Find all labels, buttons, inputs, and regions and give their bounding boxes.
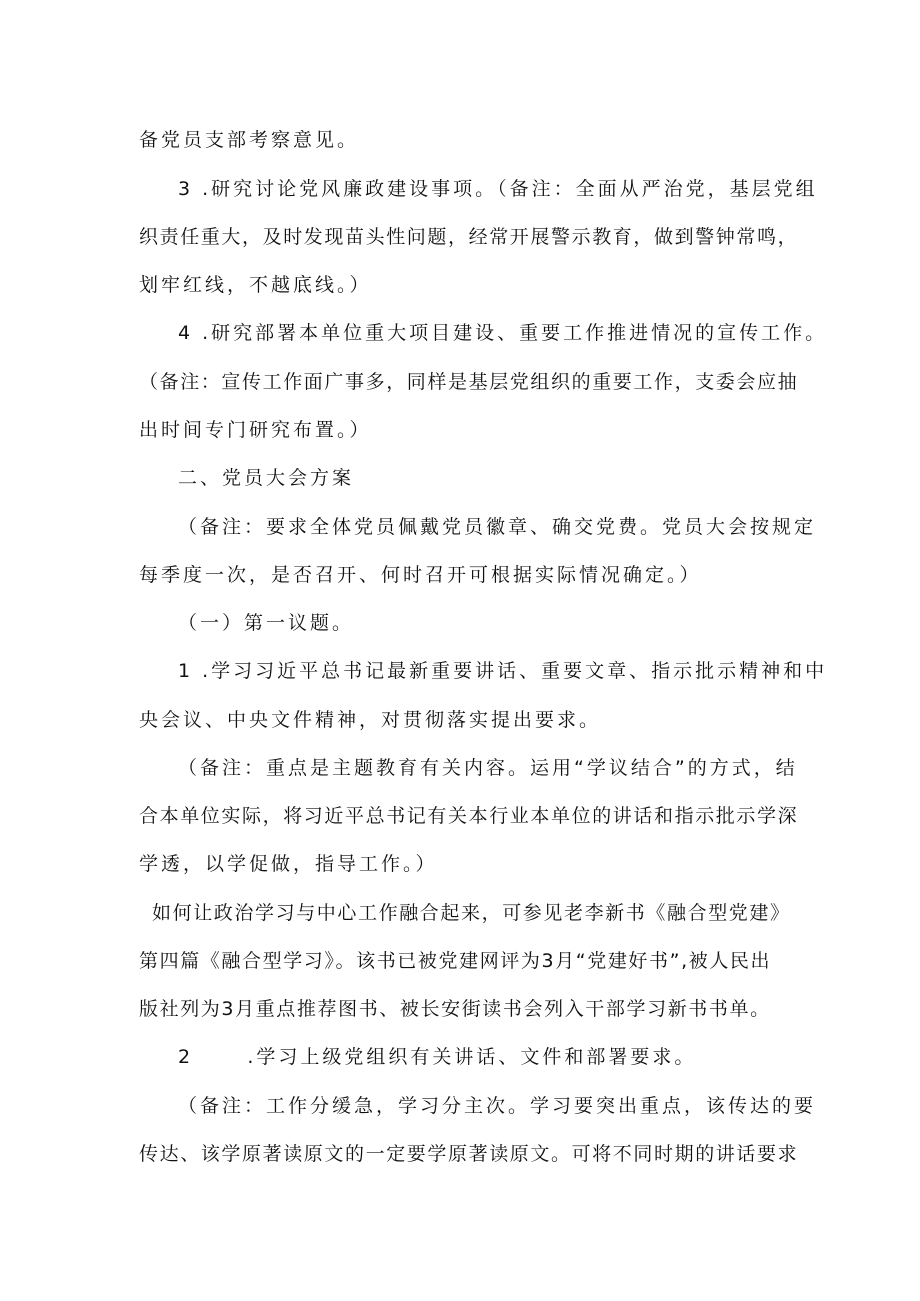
text-line: 合本单位实际，将习近平总书记有关本行业本单位的讲话和指示批示学深 (139, 805, 799, 827)
text-line: 传达、该学原著读原文的一定要学原著读原文。可将不同时期的讲话要求 (139, 1143, 799, 1165)
text-line: （备注：要求全体党员佩戴党员徽章、确交党费。党员大会按规定 (178, 516, 817, 538)
text-line: 如何让政治学习与中心工作融合起来，可参见老李新书《融合型党建》 (152, 902, 791, 924)
text-line: 1 .学习习近平总书记最新重要讲话、重要文章、指示批示精神和中 (178, 660, 828, 682)
text-line: （备注：重点是主题教育有关内容。运用“学议结合”的方式，结 (178, 757, 798, 779)
text-line: 第四篇《融合型学习》。该书已被党建网评为3月“党建好书”,被人民出 (139, 950, 772, 972)
text-line: 织责任重大，及时发现苗头性问题，经常开展警示教育，做到警钟常鸣， (139, 226, 799, 248)
text-line: 每季度一次，是否召开、何时召开可根据实际情况确定。） (139, 564, 702, 586)
text-line: 备党员支部考察意见。 (139, 129, 360, 151)
text-line: （备注：宣传工作面广事多，同样是基层党组织的重要工作，支委会应抽 (139, 371, 799, 393)
text-line: 版社列为3月重点推荐图书、被长安街读书会列入干部学习新书书单。 (139, 998, 771, 1020)
text-line: 央会议、中央文件精神，对贯彻落实提出要求。 (139, 709, 602, 731)
text-line: 2 .学习上级党组织有关讲话、文件和部署要求。 (178, 1046, 697, 1068)
text-line: 划牢红线，不越底线。） (139, 274, 372, 296)
section-heading: 二、党员大会方案 (178, 467, 355, 489)
text-line: 学透，以学促做，指导工作。） (139, 853, 438, 875)
text-line: 3 .研究讨论党风廉政建设事项。（备注：全面从严治党，基层党组 (178, 178, 818, 200)
subsection-heading: （一）第一议题。 (178, 612, 355, 634)
text-line: （备注：工作分缓急，学习分主次。学习要突出重点，该传达的要 (178, 1095, 817, 1117)
text-line: 出时间专门研究布置。） (139, 419, 372, 441)
text-line: 4 .研究部署本单位重大项目建设、重要工作推进情况的宣传工作。 (178, 322, 828, 344)
